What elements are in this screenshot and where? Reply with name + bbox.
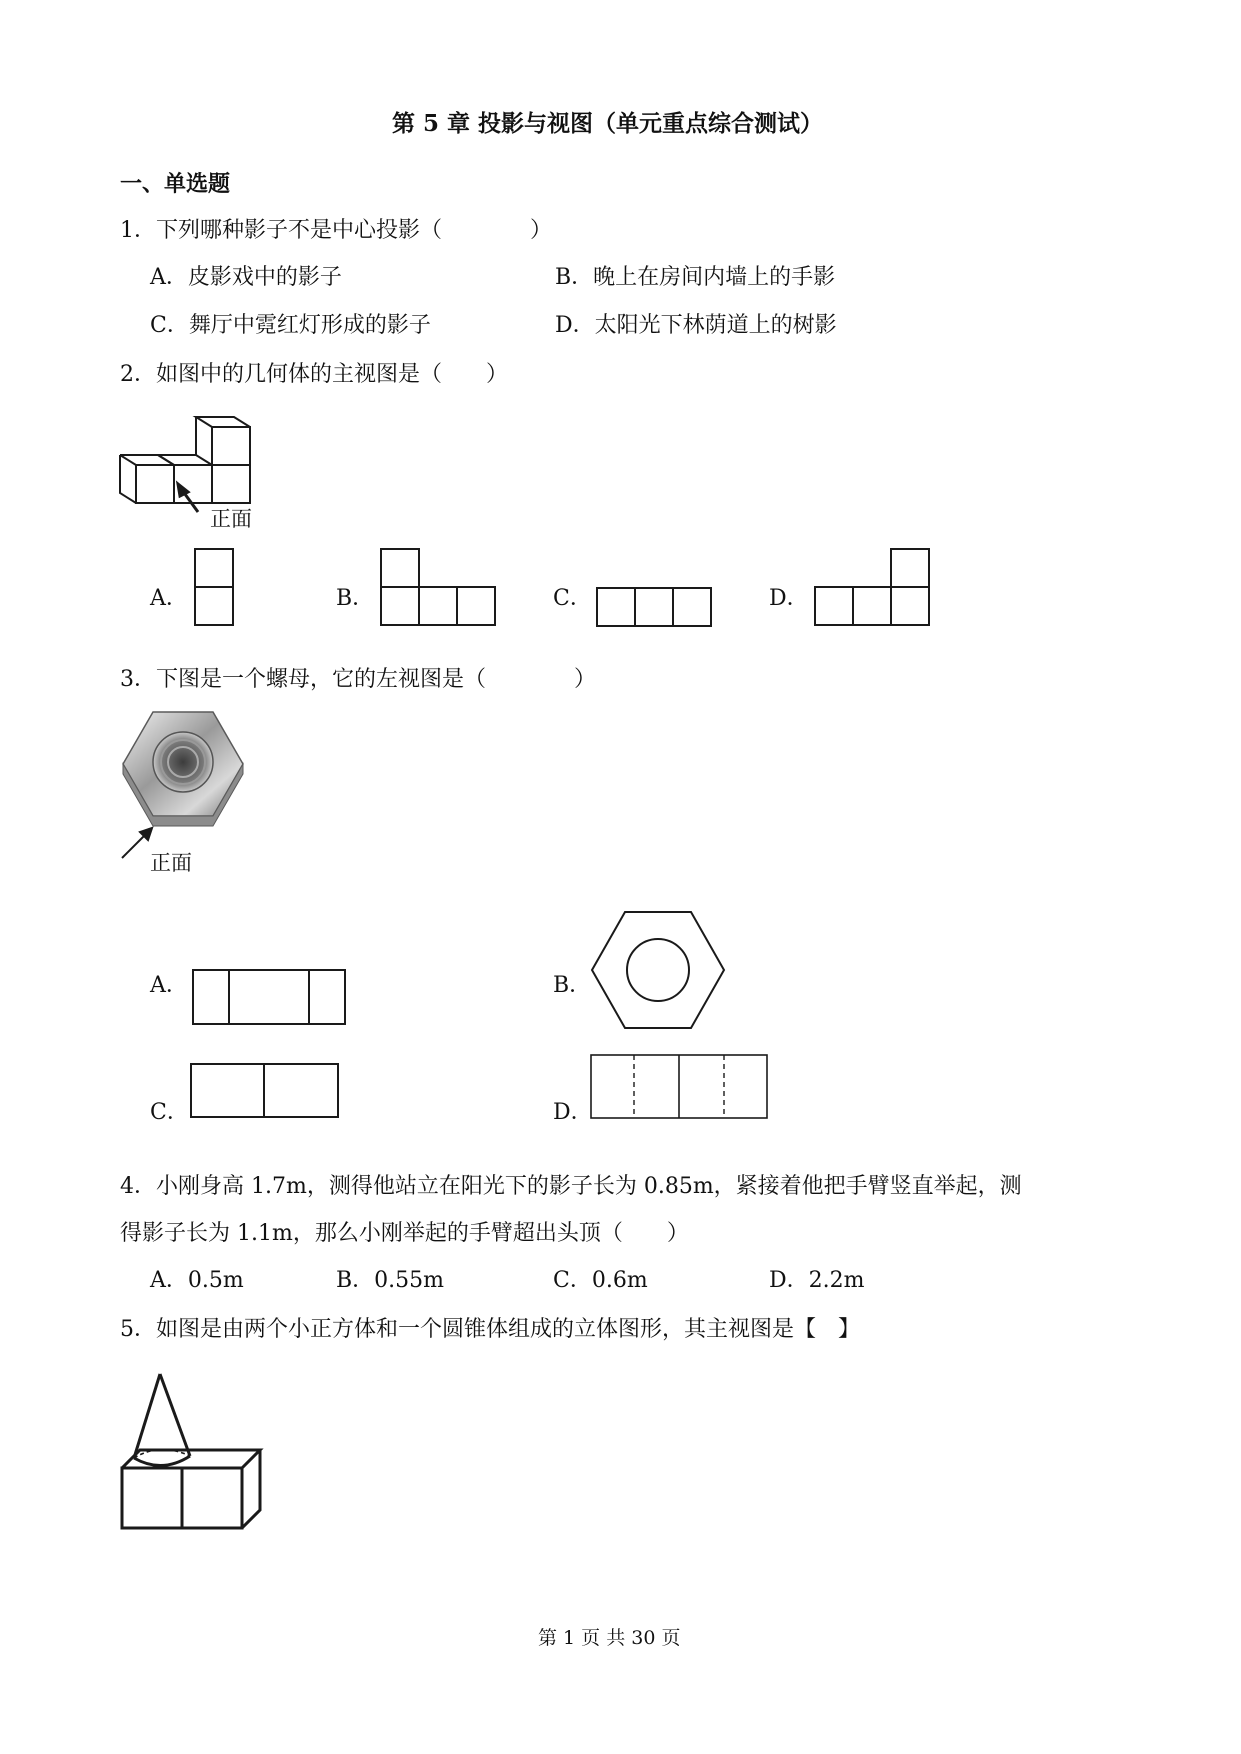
question-3-option-d-figure (590, 1054, 770, 1120)
question-4-stem-line-2: 得影子长为 1.1m，那么小刚举起的手臂超出头顶（ ） (120, 1221, 689, 1246)
question-4-stem-line-1: 4．小刚身高 1.7m，测得他站立在阳光下的影子长为 0.85m，紧接着他把手臂竖直举起，测 (120, 1174, 1022, 1199)
question-3-stem: 3．下图是一个螺母，它的左视图是（ ） (120, 667, 596, 692)
question-5-stem: 5．如图是由两个小正方体和一个圆锥体组成的立体图形，其主视图是【 】 (120, 1317, 860, 1342)
question-3-figure-label: 正面 (150, 851, 192, 875)
question-1-stem: 1．下列哪种影子不是中心投影（ ） (120, 218, 552, 243)
question-4-option-a: A．0.5m (150, 1268, 244, 1293)
question-2-option-d-figure (814, 548, 932, 628)
question-2-figure-label: 正面 (210, 507, 252, 531)
section-heading: 一、单选题 (120, 171, 231, 197)
question-3-option-b-figure (590, 910, 726, 1030)
question-4-option-b: B．0.55m (336, 1268, 445, 1293)
question-3-option-b-label: B． (553, 973, 592, 998)
question-2-option-c-label: C． (553, 586, 592, 611)
question-1-option-d: D．太阳光下林荫道上的树影 (555, 313, 837, 338)
question-2-option-b-label: B． (336, 586, 375, 611)
question-3-nut-photo (120, 708, 246, 828)
page-footer: 第 1 页 共 30 页 (538, 1627, 681, 1649)
question-1-option-b: B．晚上在房间内墙上的手影 (555, 265, 836, 290)
question-2-option-a-figure (194, 548, 234, 628)
question-1-option-a: A．皮影戏中的影子 (150, 265, 342, 290)
question-2-option-d-label: D． (769, 586, 809, 611)
question-1-option-c: C．舞厅中霓红灯形成的影子 (150, 313, 431, 338)
question-4-option-c: C．0.6m (553, 1268, 648, 1293)
question-3-option-a-figure (192, 969, 347, 1027)
question-3-option-d-label: D． (553, 1100, 593, 1125)
question-2-option-b-figure (380, 548, 498, 628)
question-4-option-d: D．2.2m (769, 1268, 865, 1293)
question-5-solid-figure (118, 1370, 268, 1532)
question-3-option-c-label: C． (150, 1100, 189, 1125)
page-title: 第 5 章 投影与视图（单元重点综合测试） (392, 110, 824, 137)
question-2-option-a-label: A． (150, 586, 188, 611)
question-3-option-a-label: A． (150, 973, 188, 998)
question-2-option-c-figure (596, 587, 714, 629)
question-2-stem: 2．如图中的几何体的主视图是（ ） (120, 362, 508, 387)
question-3-option-c-figure (190, 1063, 340, 1119)
